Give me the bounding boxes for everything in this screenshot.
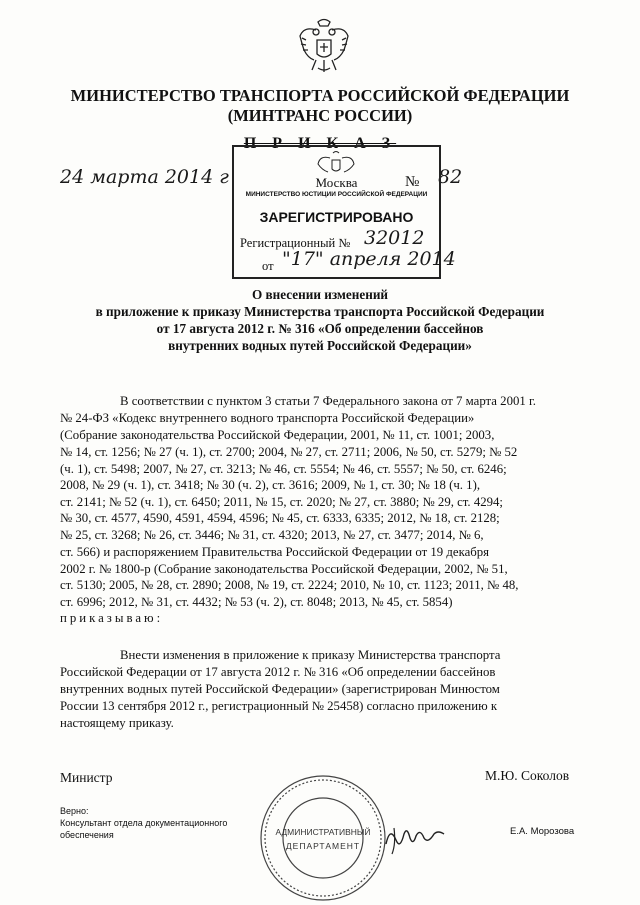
svg-text:АДМИНИСТРАТИВНЫЙ: АДМИНИСТРАТИВНЫЙ [275,827,371,837]
signer-name: М.Ю. Соколов [485,768,570,783]
stamp-reg-number: 32012 [364,227,425,249]
department-seal-icon [258,773,388,903]
ministry-short-name: (МИНТРАНС РОССИИ) [227,106,413,125]
stamp-reg-date: "17" апреля 2014 [282,248,456,270]
preamble-line: № 14, ст. 1256; № 27 (ч. 1), ст. 2700; 2004, № 27, ст. 2711; 2006, № 50, ст. 5279; № 52 [60,445,518,459]
stamp-status: ЗАРЕГИСТРИРОВАНО [259,209,414,225]
eagle-icon [316,150,356,176]
order-number-label: № [405,174,420,190]
title-line: от 17 августа 2012 г. № 316 «Об определении бассейнов [156,321,484,336]
preamble-line: ст. 2141; № 52 (ч. 1), ст. 6450; 2011, № 15, ст. 2020; № 27, ст. 3880; № 29, ст. 4294; [60,495,503,509]
preamble-line: 2002 г. № 1800-р (Собрание законодательства Российской Федерации, 2002, № 51, [60,562,508,576]
title-line: внутренних водных путей Российской Федерации» [168,338,472,353]
order-line: настоящему приказу. [60,716,174,730]
certification-label: Верно: [60,806,89,816]
order-line: России 13 сентября 2012 г., регистрационный № 25458) согласно приложению к [60,699,498,713]
preamble-line: ст. 6996; 2012, № 31, ст. 4432; № 53 (ч. 2), ст. 8048; 2013, № 45, ст. 5854) [60,595,453,609]
stamp-authority: МИНИСТЕРСТВО ЮСТИЦИИ РОССИЙСКОЙ ФЕДЕРАЦИИ [245,191,428,198]
stamp-date-prefix: от [262,259,274,273]
order-line: Внести изменения в приложение к приказу Министерства транспорта [120,648,501,662]
svg-text:ДЕПАРТАМЕНТ: ДЕПАРТАМЕНТ [285,841,361,851]
certification-role: Консультант отдела документационного [60,818,228,828]
order-number: 82 [438,166,463,188]
state-emblem-icon [296,16,352,78]
ministry-name: МИНИСТЕРСТВО ТРАНСПОРТА РОССИЙСКОЙ ФЕДЕРАЦИИ [70,86,570,105]
document-type: П Р И К А З [243,135,397,152]
title-line: в приложение к приказу Министерства транспорта Российской Федерации [95,304,545,319]
stamp-city: Москва [315,175,358,190]
order-line: внутренних водных путей Российской Федерации» (зарегистрирован Минюстом [60,682,500,696]
preamble-line: ст. 566) и распоряжением Правительства Российской Федерации от 19 декабря [60,545,490,559]
title-line: О внесении изменений [251,287,389,302]
handwritten-signature [380,818,450,858]
preamble-line: № 30, ст. 4577, 4590, 4591, 4594, 4596; № 45, ст. 6333, 6335; 2012, № 18, ст. 2128; [60,511,500,525]
certification-signer: Е.А. Морозова [510,826,575,837]
preamble-line: В соответствии с пунктом 3 статьи 7 Федерального закона от 7 марта 2001 г. [120,394,536,408]
command-word: приказываю: [60,611,164,625]
signer-position: Министр [60,770,113,785]
order-line: Российской Федерации от 17 августа 2012 г. № 316 «Об определении бассейнов [60,665,496,679]
stamp-reg-label: Регистрационный № [240,236,351,250]
certification-role: обеспечения [60,830,114,840]
preamble-line: ст. 5130; 2005, № 28, ст. 2890; 2008, № 19, ст. 2224; 2010, № 10, ст. 1123; 2011, № 48, [60,578,519,592]
preamble-line: (ч. 1), ст. 5498; 2007, № 27, ст. 3213; № 46, ст. 5554; № 46, ст. 5557; № 50, ст. 6246; [60,462,507,476]
preamble-line: (Собрание законодательства Российской Федерации, 2001, № 11, ст. 1001; 2003, [60,428,495,442]
preamble-line: № 25, ст. 3268; № 26, ст. 3446; № 31, ст. 4320; 2013, № 27, ст. 3477; 2014, № 6, [60,528,484,542]
order-date: 24 марта 2014 г [60,166,229,188]
preamble-line: 2008, № 29 (ч. 1), ст. 3418; № 30 (ч. 2), ст. 3616; 2009, № 1, ст. 30; № 18 (ч. 1), [60,478,481,492]
preamble-line: № 24-ФЗ «Кодекс внутреннего водного транспорта Российской Федерации» [60,411,475,425]
